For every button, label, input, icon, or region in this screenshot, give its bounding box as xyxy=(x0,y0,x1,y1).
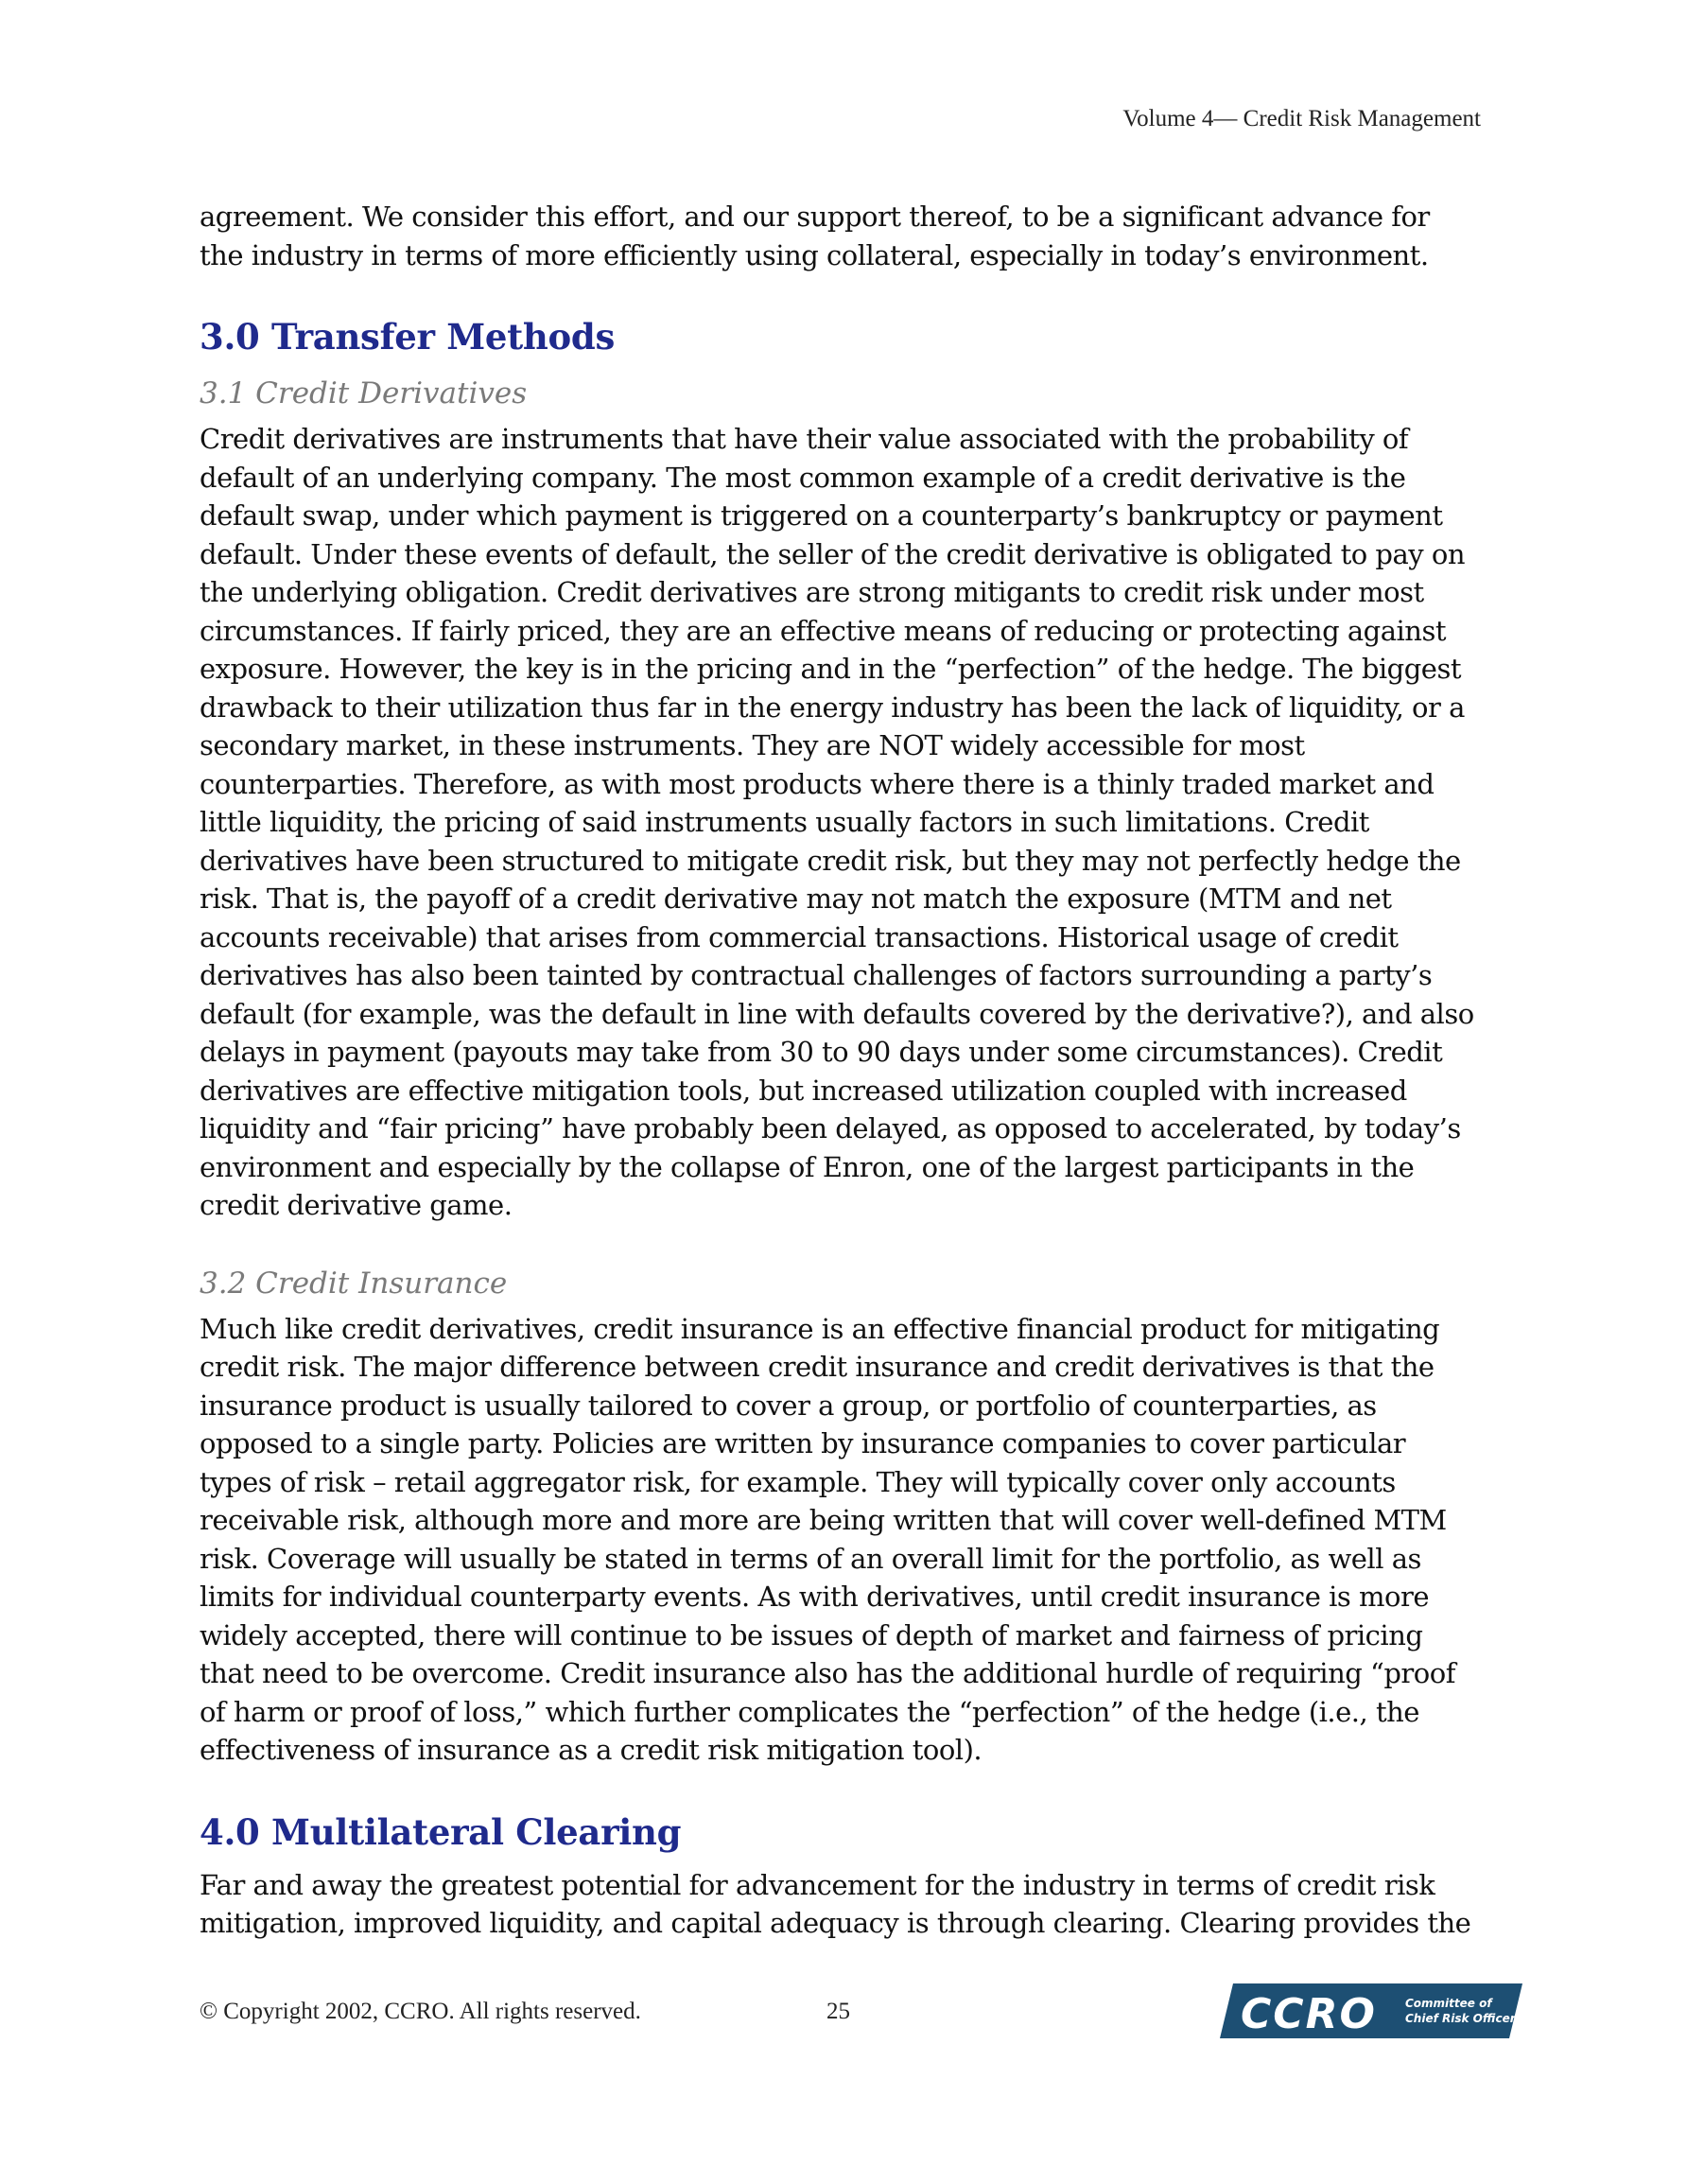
footer-copyright: © Copyright 2002, CCRO. All rights reserved. xyxy=(200,1999,641,2024)
logo-tagline-line1: Committee of xyxy=(1405,1997,1492,2010)
section-heading-transfer-methods: 3.0 Transfer Methods xyxy=(200,316,615,358)
logo-wordmark: CCRO xyxy=(1241,1990,1377,2038)
credit-derivatives-paragraph: Credit derivatives are instruments that have their value associated with the probability of default of an underlying company. The most common example of a credit derivative is the default swap, under which payment is triggered on a counterparty’s bankruptcy or payment default. Under these events of default, the seller of the credit derivative is obligated to pay on the underlying obligation. Credit derivatives are strong mitigants to credit risk under most circumstances. If fairly priced, they are an effective means of reducing or protecting against exposure. However, the key is in the pricing and in the “perfection” of the hedge. The biggest drawback to their utilization thus far in the energy industry has been the lack of liquidity, or a secondary market, in these instruments. They are NOT widely accessible for most counterparties. Therefore, as with most products where there is a thinly traded market and little liquidity, the pricing of said instruments usually factors in such limitations. Credit derivatives have been structured to mitigate credit risk, but they may not perfectly hedge the risk. That is, the payoff of a credit derivative may not match the exposure (MTM and net accounts receivable) that arises from commercial transactions. Historical usage of credit derivatives has also been tainted by contractual challenges of factors surrounding a party’s default (for example, was the default in line with defaults covered by the derivative?), and also delays in payment (payouts may take from 30 to 90 days under some circumstances). Credit derivatives are effective mitigation tools, but increased utilization coupled with increased liquidity and “fair pricing” have probably been delayed, as opposed to accelerated, by today’s environment and especially by the collapse of Enron, one of the largest participants in the credit derivative game. xyxy=(200,423,1474,1221)
logo-tagline-line2: Chief Risk Officers xyxy=(1405,2012,1522,2025)
running-header: Volume 4— Credit Risk Management xyxy=(1122,106,1481,131)
subsection-heading-credit-derivatives: 3.1 Credit Derivatives xyxy=(200,376,528,411)
credit-insurance-paragraph: Much like credit derivatives, credit insurance is an effective financial product for mitigating credit risk. The major difference between credit insurance and credit derivatives is that the insurance product is usually tailored to cover a group, or portfolio of counterparties, as opposed to a single party. Policies are written by insurance companies to cover particular types of risk – retail aggregator risk, for example. They will typically cover only accounts receivable risk, although more and more are being written that will cover well-defined MTM risk. Coverage will usually be stated in terms of an overall limit for the portfolio, as well as limits for individual counterparty events. As with derivatives, until credit insurance is more widely accepted, there will continue to be issues of depth of market and fairness of pricing that need to be overcome. Credit insurance also has the additional hurdle of requiring “proof of harm or proof of loss,” which further complicates the “perfection” of the hedge (i.e., the effectiveness of insurance as a credit risk mitigation tool). xyxy=(200,1312,1455,1766)
intro-paragraph: agreement. We consider this effort, and our support thereof, to be a significant advance for the industry in terms of more efficiently using collateral, especially in today’s environment. xyxy=(200,201,1430,271)
subsection-heading-credit-insurance: 3.2 Credit Insurance xyxy=(200,1266,508,1301)
ccro-logo xyxy=(1220,1983,1522,2038)
multilateral-clearing-paragraph: Far and away the greatest potential for advancement for the industry in terms of credit risk mitigation, improved liquidity, and capital adequacy is through clearing. Clearing provides the xyxy=(200,1868,1471,1939)
document-body xyxy=(200,198,1481,1943)
section-heading-multilateral-clearing: 4.0 Multilateral Clearing xyxy=(200,1810,682,1853)
page-number: 25 xyxy=(826,1999,850,2024)
